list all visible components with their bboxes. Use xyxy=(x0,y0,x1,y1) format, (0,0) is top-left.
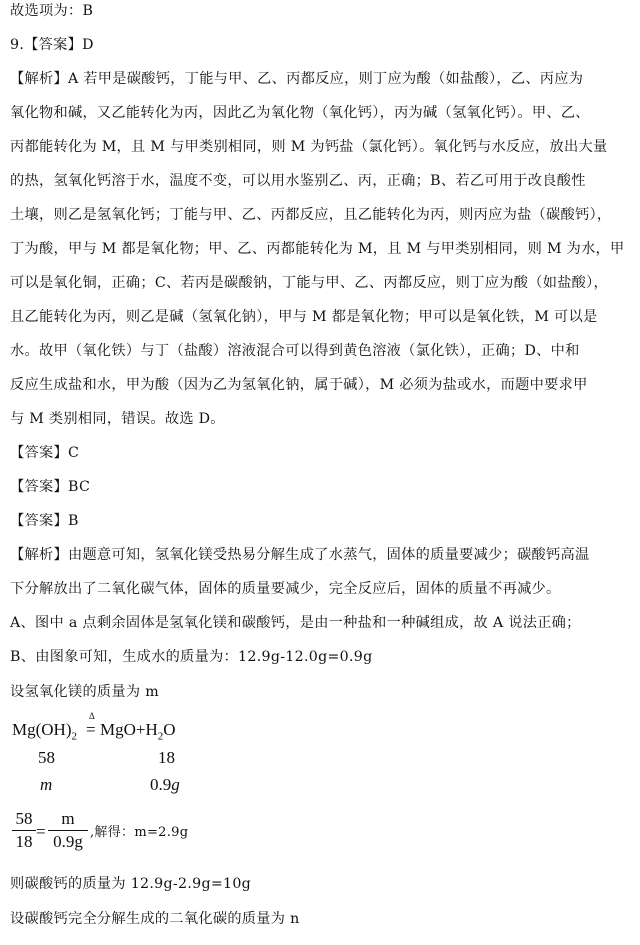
text-line: A、图中 a 点剩余固体是氢氧化镁和碳酸钙，是由一种盐和一种碱组成，故 A 说法正确； xyxy=(10,615,581,631)
text-line: 与 M 类别相同，错误。故选 D。 xyxy=(10,411,225,427)
text-line: 9.【答案】D xyxy=(10,37,94,53)
text-line: 设碳酸钙完全分解生成的二氧化碳的质量为 n xyxy=(10,911,300,927)
text-line: 故选项为：B xyxy=(10,3,94,19)
text-line: 【解析】由题意可知，氢氧化镁受热易分解生成了水蒸气，固体的质量要减少；碳酸钙高温 xyxy=(10,547,590,563)
answer-line: 【答案】BC xyxy=(10,479,91,495)
equation-equals-sign: = xyxy=(86,720,96,739)
answer-line: 【答案】C xyxy=(10,445,80,461)
text-line: 丁为酸，甲与 M 都是氧化物；甲、乙、丙都能转化为 M，且 M 与甲类别相同，则 M 为水，甲 xyxy=(10,241,625,257)
text-line: 则碳酸钙的质量为 12.9g-2.9g=10g xyxy=(10,876,252,892)
text-line: 氧化物和碱，又乙能转化为丙，因此乙为氧化物（氧化钙），丙为碱（氢氧化钙）。甲、乙、 xyxy=(10,105,590,121)
equation-reactant: $Mg(OH)_2$ xyxy=(12,720,77,743)
text-line: 【解析】A 若甲是碳酸钙，丁能与甲、乙、丙都反应，则丁应为酸（如盐酸），乙、丙应为 xyxy=(10,71,584,87)
text-line: 反应生成盐和水，甲为酸（因为乙为氢氧化钠，属于碱），M 必须为盐或水，而题中要求甲 xyxy=(10,377,588,393)
fraction-right: $\frac{m}{0.9g}$ xyxy=(48,809,88,852)
solve-result: ,解得：m=2.9g xyxy=(90,825,189,840)
proportion-equals: = xyxy=(36,822,46,841)
text-line: 且乙能转化为丙，则乙是碱（氢氧化钠），甲与 M 都是氧化物；甲可以是氧化铁，M 可以是 xyxy=(10,309,598,325)
fraction-left: $\frac{58}{18}$ xyxy=(12,809,36,852)
molar-mass-product: 18 xyxy=(158,748,175,767)
equation-products: $MgO+H_2O$ xyxy=(100,720,176,743)
text-line: 水。故甲（氧化铁）与丁（盐酸）溶液混合可以得到黄色溶液（氯化铁），正确；D、中和 xyxy=(10,343,580,359)
known-mass-water: 0.9g xyxy=(150,775,180,794)
text-line: 丙都能转化为 M，且 M 与甲类别相同，则 M 为钙盐（氯化钙）。氧化钙与水反应，放出大量 xyxy=(10,139,608,155)
answer-line: 【答案】B xyxy=(10,513,79,529)
text-line: 的热，氢氧化钙溶于水，温度不变，可以用水鉴别乙、丙，正确；B、若乙可用于改良酸性 xyxy=(10,173,586,189)
text-line: 可以是氧化铜，正确；C、若丙是碳酸钠，丁能与甲、乙、丙都反应，则丁应为酸（如盐酸）， xyxy=(10,275,609,291)
text-line: 设氢氧化镁的质量为 m xyxy=(10,684,159,700)
text-line: 下分解放出了二氧化碳气体，固体的质量要减少，完全反应后，固体的质量不再减少。 xyxy=(10,581,561,597)
heat-delta-symbol: Δ xyxy=(89,711,95,721)
unknown-mass-m: m xyxy=(40,775,53,794)
text-line: 土壤，则乙是氢氧化钙；丁能与甲、乙、丙都反应，且乙能转化为丙，则丙应为盐（碳酸钙）， xyxy=(10,207,612,223)
molar-mass-reactant: 58 xyxy=(38,748,55,767)
text-line: B、由图象可知，生成水的质量为：12.9g-12.0g=0.9g xyxy=(10,649,373,665)
